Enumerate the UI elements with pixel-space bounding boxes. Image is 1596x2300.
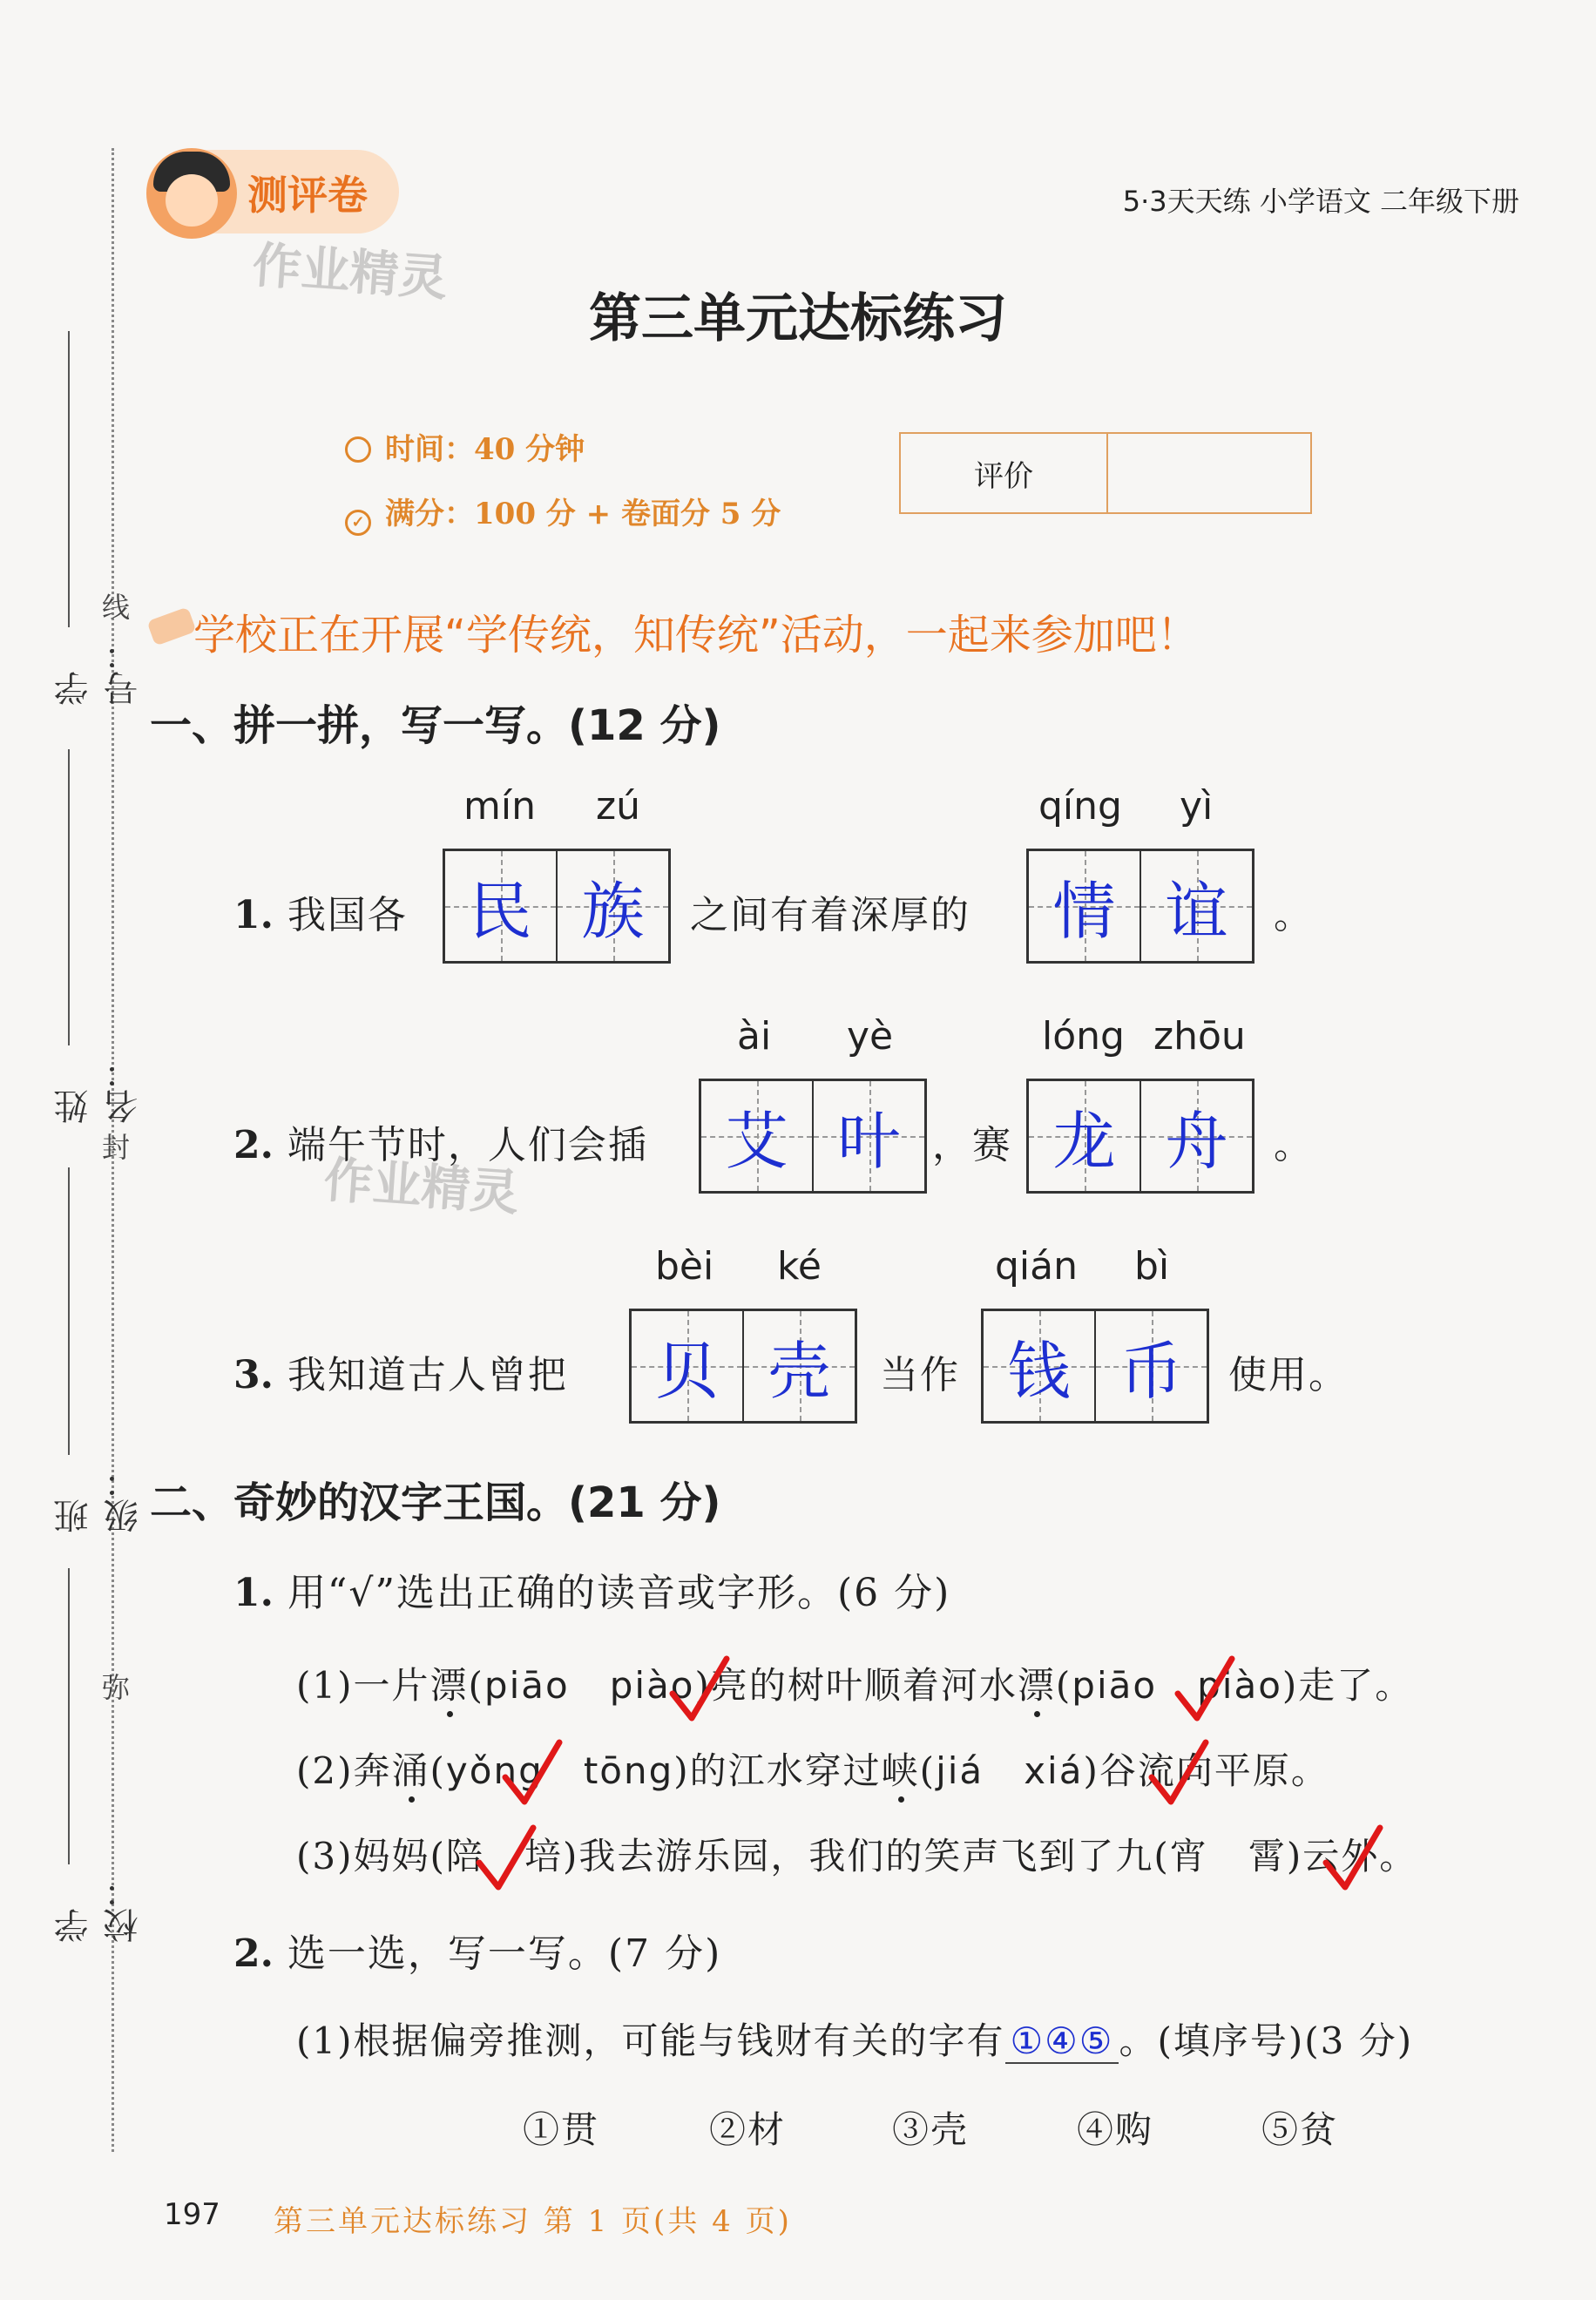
check-mark-icon bbox=[502, 1739, 563, 1809]
question-text: 2. 端午节时，人们会插 bbox=[233, 1123, 648, 1167]
pinyin: bì bbox=[1134, 1244, 1170, 1289]
evaluation-label: 评价 bbox=[901, 434, 1108, 512]
blank-answer[interactable]: ①④⑤ bbox=[1005, 2019, 1119, 2064]
option[interactable]: 培 bbox=[524, 1835, 563, 1877]
student-no-label: 学号： bbox=[54, 636, 144, 706]
option-5: ⑤贫 bbox=[1261, 2108, 1339, 2151]
question-text: 3. 我知道古人曾把 bbox=[233, 1353, 568, 1397]
answer-box[interactable] bbox=[699, 1079, 927, 1194]
watermark: 作业精灵 bbox=[250, 237, 450, 308]
option[interactable]: piào bbox=[1197, 1664, 1282, 1707]
answer-char: 币 bbox=[1119, 1335, 1183, 1408]
answer-char: 族 bbox=[581, 875, 645, 948]
choice-line: (1)一片漂(piāo piào)亮的树叶顺着河水漂(piāo piào)走了。 bbox=[296, 1664, 1414, 1707]
answer-box[interactable] bbox=[629, 1309, 857, 1424]
pinyin: bèi bbox=[655, 1244, 714, 1289]
option[interactable]: piāo bbox=[484, 1664, 570, 1707]
question-text: 2. 选一选，写一写。(7 分) bbox=[233, 1931, 722, 1976]
name-label: 姓名： bbox=[54, 1054, 144, 1124]
section-1-heading: 一、拼一拼，写一写。(12 分) bbox=[150, 701, 721, 750]
answer-char: 钱 bbox=[1007, 1335, 1071, 1408]
check-circle-icon: ✓ bbox=[345, 510, 371, 536]
pinyin: ké bbox=[777, 1244, 822, 1289]
answer-box[interactable] bbox=[1026, 1079, 1254, 1194]
answer-char: 叶 bbox=[837, 1105, 901, 1178]
pinyin: zú bbox=[596, 784, 640, 829]
answer-char: 贝 bbox=[655, 1335, 719, 1408]
question-text: 之间有着深厚的 bbox=[690, 893, 970, 937]
option-1: ①贯 bbox=[523, 2108, 600, 2151]
answer-box[interactable] bbox=[1026, 849, 1254, 964]
pinyin: yì bbox=[1180, 784, 1214, 829]
option[interactable]: tōng bbox=[583, 1749, 674, 1792]
pinyin: qián bbox=[995, 1244, 1079, 1289]
answer-char: 谊 bbox=[1165, 875, 1228, 948]
choice-line: (2)奔涌(yǒng tōng)的江水穿过峡(jiá xiá)谷流向平原。 bbox=[296, 1749, 1329, 1792]
answer-box[interactable] bbox=[981, 1309, 1209, 1424]
margin-mark-seal: 封 bbox=[98, 1133, 131, 1160]
watermark: 作业精灵 bbox=[321, 1152, 521, 1222]
activity-banner: 学校正在开展“学传统，知传统”活动，一起来参加吧！ bbox=[193, 611, 1199, 660]
class-label: 班级： bbox=[54, 1464, 144, 1533]
footer-text: 第三单元达标练习 第 1 页(共 4 页) bbox=[274, 2204, 792, 2239]
badge-label: 测评卷 bbox=[247, 172, 368, 219]
answer-box[interactable] bbox=[443, 849, 671, 964]
choice-line: (3)妈妈(陪 培)我去游乐园，我们的笑声飞到了九(宵 霄)云外。 bbox=[296, 1835, 1418, 1877]
pencil-icon bbox=[146, 606, 196, 646]
time-info: 时间：40 分钟 bbox=[345, 425, 585, 468]
option[interactable]: 霄 bbox=[1248, 1835, 1287, 1877]
question-text: ，赛 bbox=[932, 1123, 1012, 1167]
option-3: ③壳 bbox=[892, 2108, 970, 2151]
school-label: 学校： bbox=[54, 1873, 144, 1943]
answer-char: 龙 bbox=[1052, 1105, 1116, 1178]
option[interactable]: 陪 bbox=[445, 1835, 484, 1877]
mascot-icon bbox=[146, 148, 237, 239]
section-2-heading: 二、奇妙的汉字王国。(21 分) bbox=[150, 1478, 721, 1527]
evaluation-value[interactable] bbox=[1108, 434, 1310, 512]
question-text: 1. 用“√”选出正确的读音或字形。(6 分) bbox=[233, 1571, 951, 1615]
pinyin: lóng bbox=[1042, 1014, 1125, 1059]
margin-mark-bind: 弥 bbox=[98, 1673, 131, 1701]
option[interactable]: jiá bbox=[936, 1749, 984, 1792]
clock-icon bbox=[345, 436, 371, 463]
margin-mark-line: 线 bbox=[98, 592, 131, 620]
option[interactable]: xiá bbox=[1024, 1749, 1084, 1792]
check-mark-icon bbox=[1148, 1739, 1209, 1809]
question-text: 当作 bbox=[880, 1353, 960, 1397]
page-number: 197 bbox=[164, 2197, 220, 2232]
answer-char: 舟 bbox=[1165, 1105, 1228, 1178]
option[interactable]: piào bbox=[609, 1664, 695, 1707]
evaluation-box bbox=[899, 432, 1312, 514]
pinyin: mín bbox=[463, 784, 536, 829]
pinyin: yè bbox=[847, 1014, 894, 1059]
page-title: 第三单元达标练习 bbox=[589, 288, 1007, 349]
fill-blank-line: (1)根据偏旁推测，可能与钱财有关的字有 ①④⑤ 。(填序号)(3 分) bbox=[296, 2019, 1414, 2062]
option[interactable]: yǒng bbox=[445, 1749, 544, 1792]
check-mark-icon bbox=[1322, 1824, 1383, 1894]
book-series: 5·3天天练 小学语文 二年级下册 bbox=[1122, 185, 1519, 218]
check-mark-icon bbox=[669, 1655, 730, 1725]
pinyin: zhōu bbox=[1153, 1014, 1246, 1059]
answer-char: 情 bbox=[1052, 875, 1116, 948]
pinyin: qíng bbox=[1038, 784, 1122, 829]
check-mark-icon bbox=[476, 1824, 537, 1894]
question-text: 。 bbox=[1274, 893, 1314, 937]
question-text: 。 bbox=[1274, 1123, 1314, 1167]
question-text: 使用。 bbox=[1228, 1353, 1349, 1397]
score-info: ✓ 满分：100 分 + 卷面分 5 分 bbox=[345, 490, 781, 536]
option[interactable]: 宵 bbox=[1169, 1835, 1208, 1877]
option-2: ②材 bbox=[709, 2108, 787, 2151]
answer-char: 民 bbox=[469, 875, 532, 948]
answer-char: 艾 bbox=[725, 1105, 788, 1178]
pinyin: ài bbox=[737, 1014, 772, 1059]
check-mark-icon bbox=[1174, 1655, 1235, 1725]
question-text: 1. 我国各 bbox=[233, 893, 408, 937]
option[interactable]: piāo bbox=[1072, 1664, 1158, 1707]
answer-char: 壳 bbox=[768, 1335, 831, 1408]
option-4: ④购 bbox=[1077, 2108, 1154, 2151]
